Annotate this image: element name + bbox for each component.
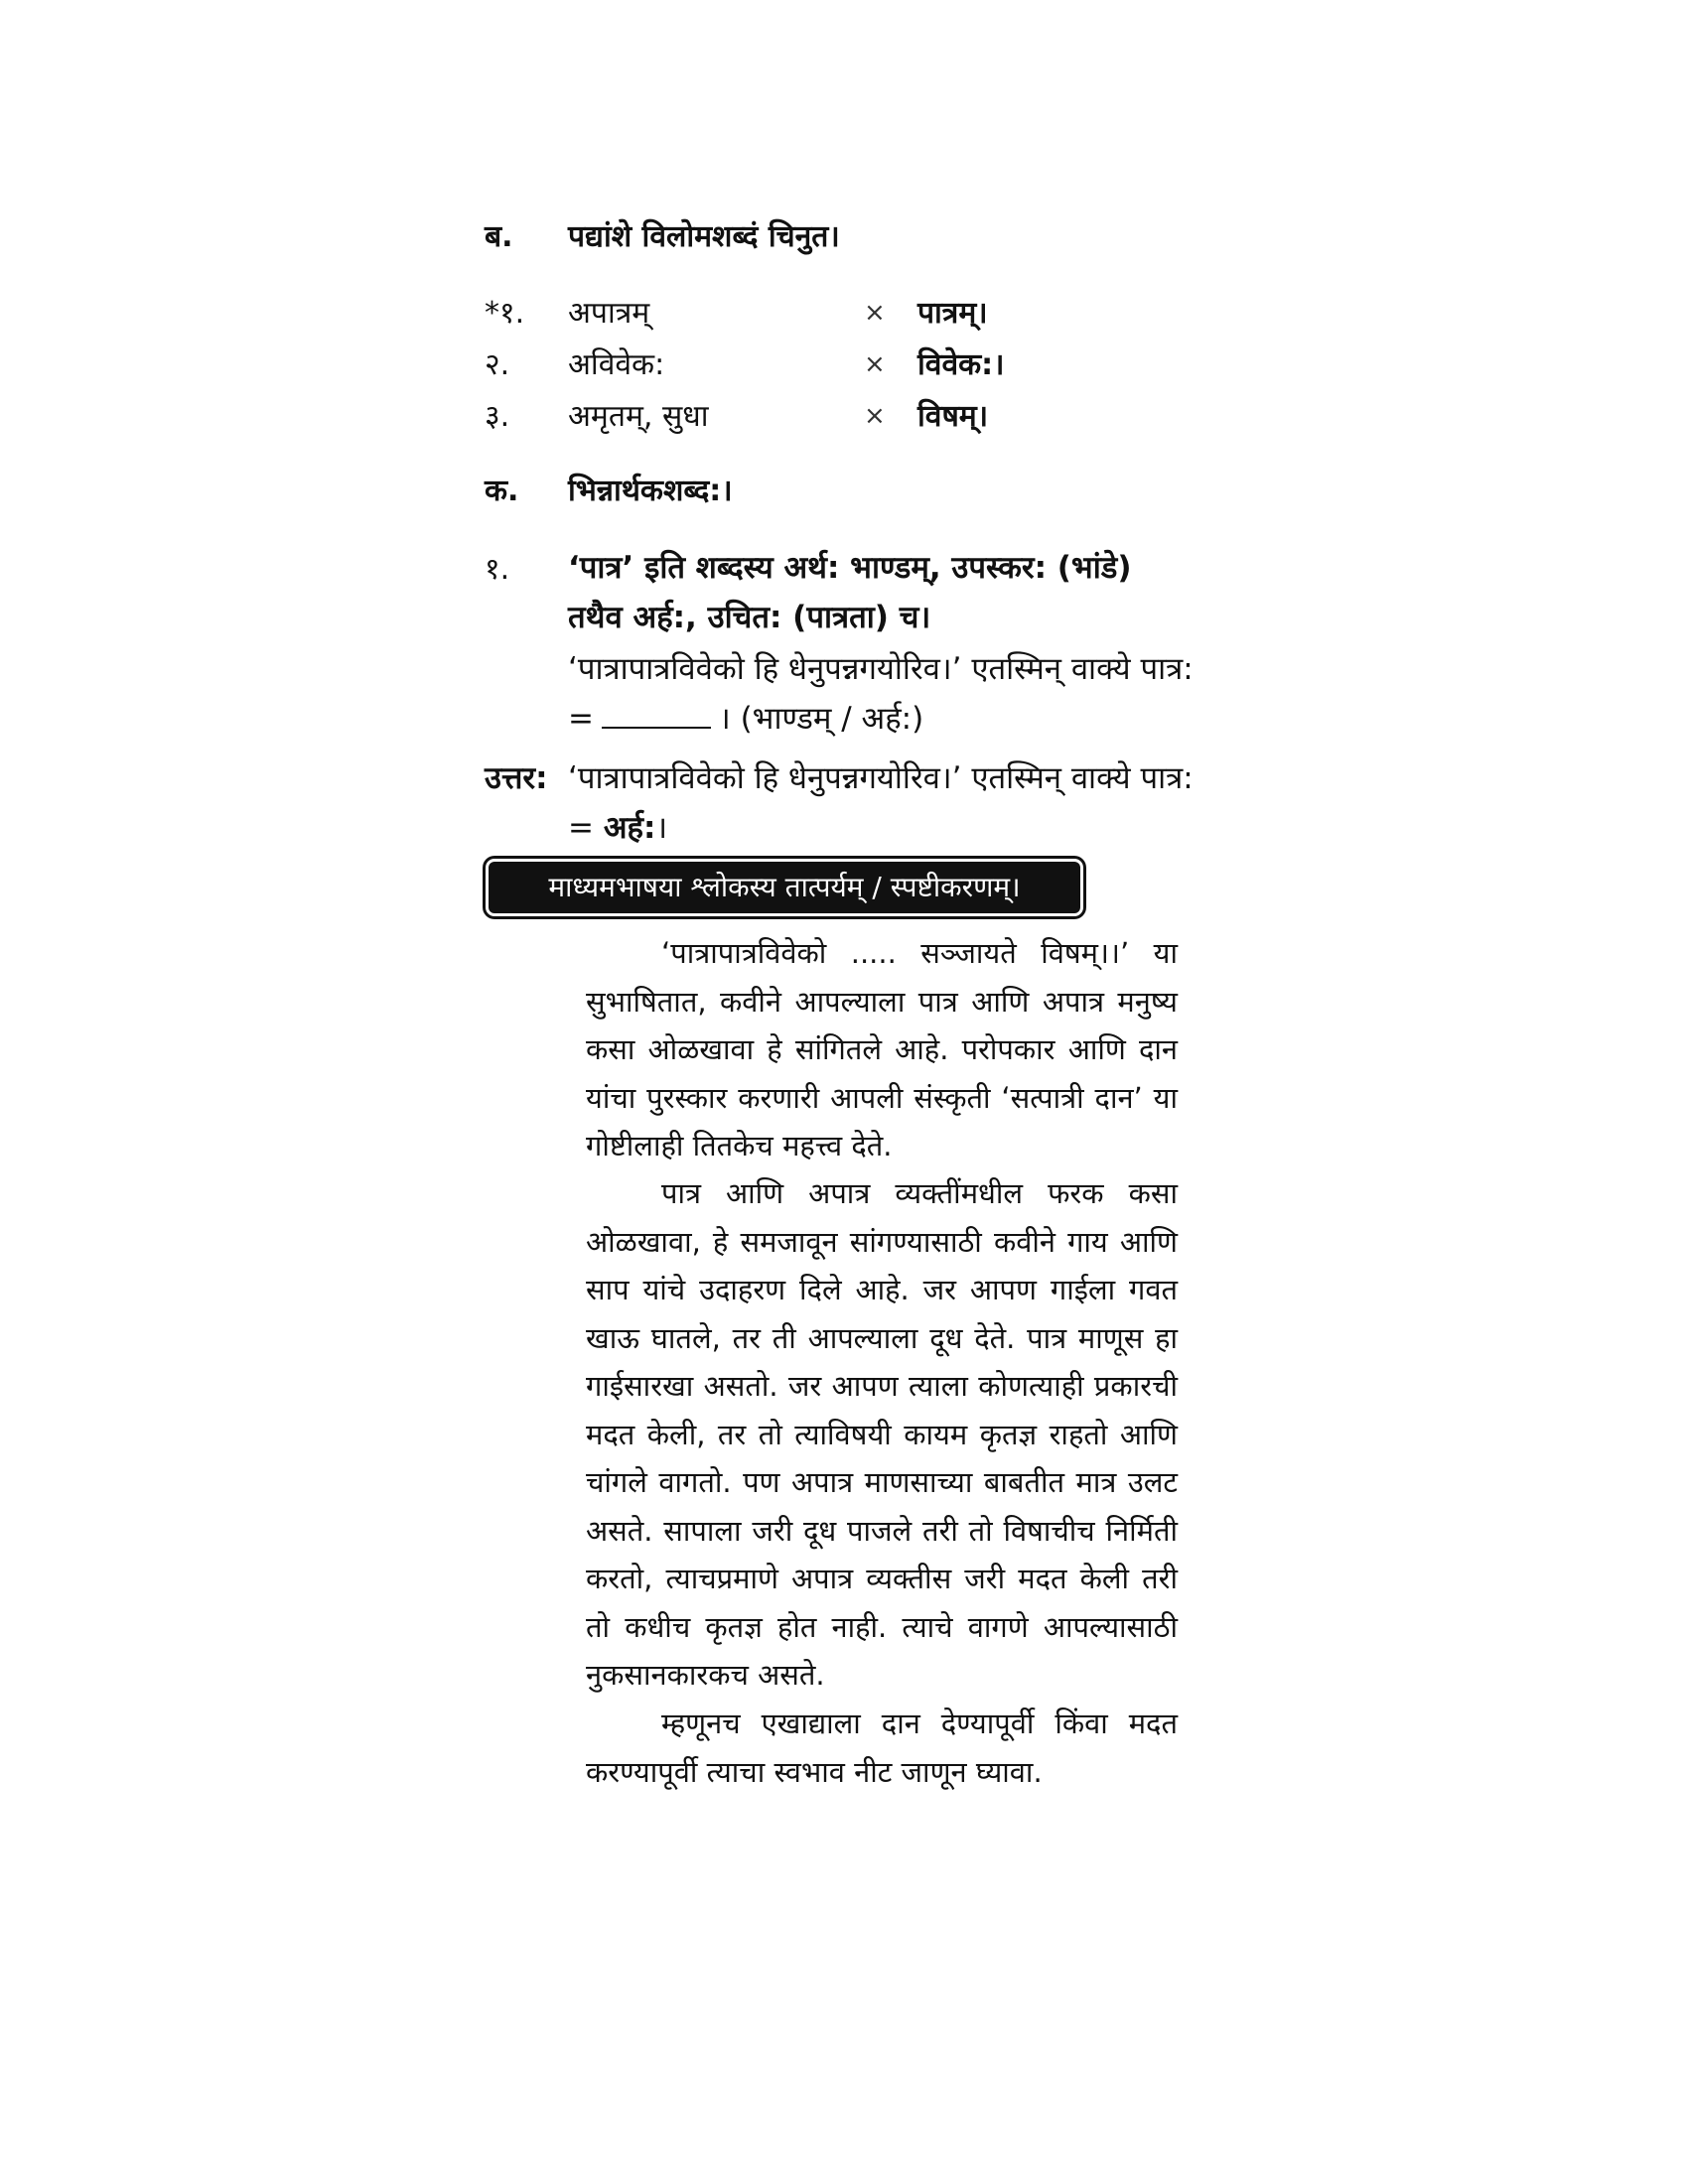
antonym-opposite: विषम्। [917, 399, 989, 434]
question-blank-line [568, 695, 923, 743]
section-k-title: भिन्नार्थकशब्द:। [568, 474, 733, 508]
answer-label: उत्तर: [485, 760, 548, 796]
explanation-paragraph: म्हणूनच एखाद्याला दान देण्यापूर्वी किंवा मदत करण्यापूर्वी त्याचा स्वभाव नीट जाणून घ्यावा. [586, 1706, 1178, 1789]
antonym-word: अपात्रम् [568, 296, 650, 331]
antonym-number: २. [485, 347, 510, 382]
antonym-word: अमृतम्, सुधा [568, 399, 709, 434]
antonym-word: अविवेक: [568, 347, 665, 382]
times-sign: × [864, 349, 886, 379]
antonym-opposite: विवेक:। [917, 347, 1005, 382]
equals-sign: = [568, 701, 594, 737]
times-sign: × [864, 298, 886, 328]
answer-blank [602, 699, 711, 729]
times-sign: × [864, 401, 886, 431]
explanation-banner: माध्यमभाषया श्लोकस्य तात्पर्यम् / स्पष्टीकरणम्। [489, 862, 1080, 913]
meaning-line: तथैव अर्ह:, उचित: (पात्रता) च। [568, 600, 931, 635]
answer-value: अर्ह: [603, 810, 656, 846]
explanation-paragraph: ‘पात्रापात्रविवेको ..... सञ्जायते विषम्।।’ या सुभाषितात, कवीने आपल्याला पात्र आणि अपात्र मनुष्य कसा ओळखावा हे सांगितले आहे. परोपकार आणि दान यांचा पुरस्कार करणारी आपली संस्कृती ‘सत्पात्री दान’ या गोष्टीलाही तितकेच महत्त्व देते. [586, 936, 1178, 1162]
question-options: । (भाण्डम् / अर्ह:) [718, 701, 924, 737]
section-b-title: पद्यांशे विलोमशब्दं चिनुत। [568, 219, 840, 254]
equals-sign: = [568, 810, 594, 846]
item-number: १. [485, 552, 510, 587]
antonym-opposite: पात्रम्। [917, 296, 988, 331]
answer-line: ‘पात्रापात्रविवेको हि धेनुपन्नगयोरिव।’ एतस्मिन् वाक्ये पात्र: [568, 760, 1194, 796]
antonym-number: *१. [485, 296, 525, 331]
meaning-line: ‘पात्र’ इति शब्दस्य अर्थ: भाण्डम्, उपस्कर: (भांडे) [568, 550, 1132, 586]
answer-result-line [568, 804, 667, 852]
section-k-label: क. [485, 474, 519, 508]
section-b-label: ब. [485, 219, 513, 254]
answer-danda: । [655, 810, 668, 846]
explanation-paragraph: पात्र आणि अपात्र व्यक्तींमधील फरक कसा ओळखावा, हे समजावून सांगण्यासाठी कवीने गाय आणि साप यांचे उदाहरण दिले आहे. जर आपण गाईला गवत खाऊ घातले, तर ती आपल्याला दूध देते. पात्र माणूस हा गाईसारखा असतो. जर आपण त्याला कोणत्याही प्रकारची मदत केली, तर तो त्याविषयी कायम कृतज्ञ राहतो आणि चांगले वागतो. पण अपात्र माणसाच्या बाबतीत मात्र उलट असते. सापाला जरी दूध पाजले तरी तो विषाचीच निर्मिती करतो, त्याचप्रमाणे अपात्र व्यक्तीस जरी मदत केली तरी तो कधीच कृतज्ञ होत नाही. त्याचे वागणे आपल्यासाठी नुकसानकारकच असते. [586, 1176, 1179, 1692]
antonym-number: ३. [485, 399, 510, 434]
question-line: ‘पात्रापात्रविवेको हि धेनुपन्नगयोरिव।’ एतस्मिन् वाक्ये पात्र: [568, 651, 1194, 687]
